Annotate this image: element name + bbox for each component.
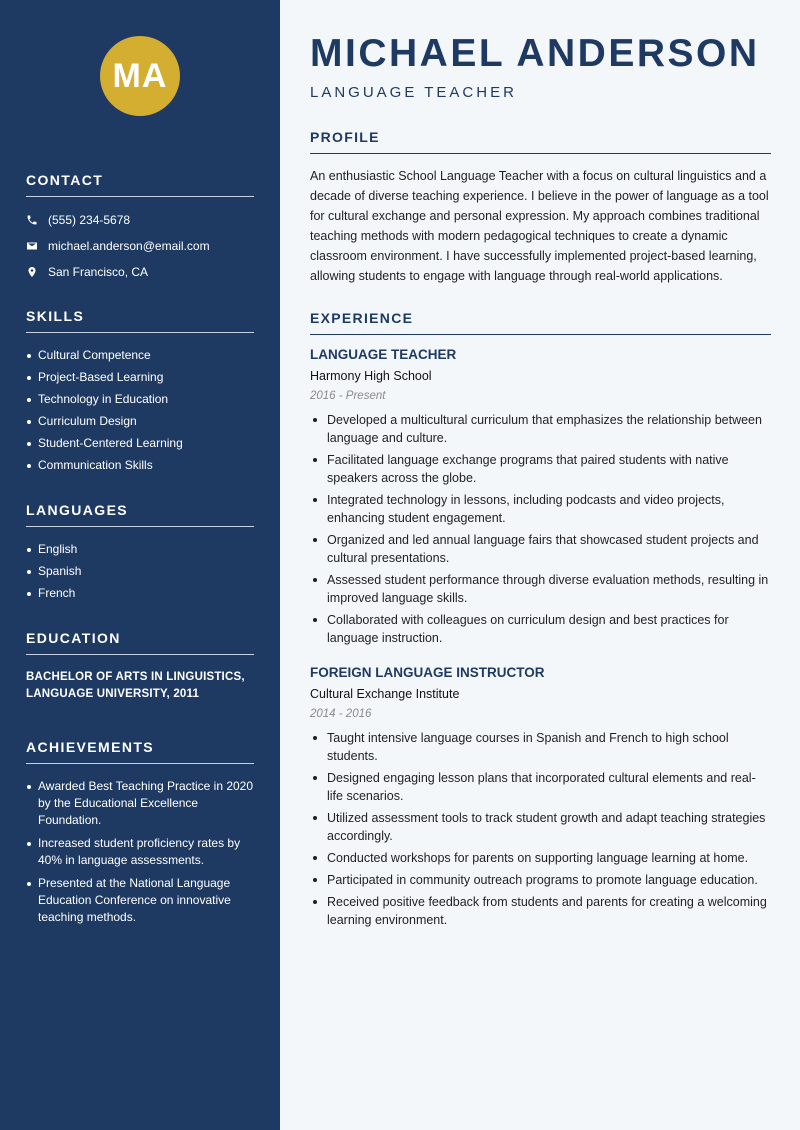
- job-bullet: Participated in community outreach programs to promote language education.: [310, 871, 771, 889]
- languages-heading: LANGUAGES: [26, 502, 254, 527]
- skills-list: [26, 347, 254, 474]
- experience-section: [310, 310, 771, 929]
- phone-icon: [26, 214, 38, 226]
- subtitle: LANGUAGE TEACHER: [310, 84, 517, 101]
- language-item: English: [26, 541, 254, 558]
- education-section: [26, 630, 254, 703]
- job-company: Harmony High School: [310, 369, 432, 383]
- profile-section: [310, 129, 771, 286]
- main-content: [280, 0, 800, 1130]
- achievement-item: Increased student proficiency rates by 40% in language assessments.: [26, 835, 254, 869]
- education-school: LANGUAGE UNIVERSITY, 2011: [26, 688, 200, 700]
- job-bullet: Taught intensive language courses in Spanish and French to high school students.: [310, 729, 771, 765]
- job-role: LANGUAGE TEACHER: [310, 347, 457, 362]
- job-bullets: [310, 411, 771, 647]
- language-item: Spanish: [26, 563, 254, 580]
- job-entry: [310, 665, 771, 929]
- job-bullet: Utilized assessment tools to track student growth and adapt teaching strategies accordingly.: [310, 809, 771, 845]
- avatar: [100, 36, 180, 116]
- education-degree: BACHELOR OF ARTS IN LINGUISTICS,: [26, 671, 245, 683]
- education-heading: EDUCATION: [26, 630, 254, 655]
- contact-phone-text: (555) 234-5678: [48, 212, 131, 227]
- contact-location: [26, 263, 254, 280]
- sidebar: [0, 0, 280, 1130]
- achievements-heading: ACHIEVEMENTS: [26, 739, 254, 764]
- experience-heading: EXPERIENCE: [310, 310, 771, 335]
- contact-section: [26, 172, 254, 280]
- language-item: French: [26, 585, 254, 602]
- job-bullet: Integrated technology in lessons, including podcasts and video projects, enhancing student engagement.: [310, 491, 771, 527]
- job-bullet: Assessed student performance through diverse evaluation methods, resulting in improved language skills.: [310, 571, 771, 607]
- job-company: Cultural Exchange Institute: [310, 687, 460, 701]
- achievement-item: Awarded Best Teaching Practice in 2020 by the Educational Excellence Foundation.: [26, 778, 254, 829]
- profile-heading: PROFILE: [310, 129, 771, 154]
- skill-item: Communication Skills: [26, 457, 254, 474]
- job-role: FOREIGN LANGUAGE INSTRUCTOR: [310, 665, 545, 680]
- page-title: MICHAEL ANDERSON: [310, 32, 760, 75]
- avatar-initials: MA: [112, 56, 168, 95]
- skills-section: [26, 308, 254, 474]
- contact-email[interactable]: [26, 237, 254, 254]
- achievement-item: Presented at the National Language Education Conference on innovative teaching methods.: [26, 875, 254, 926]
- skill-item: Project-Based Learning: [26, 369, 254, 386]
- skill-item: Cultural Competence: [26, 347, 254, 364]
- job-bullet: Designed engaging lesson plans that incorporated cultural elements and real-life scenarios.: [310, 769, 771, 805]
- skill-item: Technology in Education: [26, 391, 254, 408]
- contact-email-text: michael.anderson@email.com: [48, 238, 210, 253]
- languages-list: [26, 541, 254, 602]
- skills-heading: SKILLS: [26, 308, 254, 333]
- job-bullet: Developed a multicultural curriculum that emphasizes the relationship between language and culture.: [310, 411, 771, 447]
- contact-heading: CONTACT: [26, 172, 254, 197]
- achievements-section: [26, 739, 254, 926]
- contact-location-text: San Francisco, CA: [48, 264, 149, 279]
- achievements-list: [26, 778, 254, 926]
- envelope-icon: [26, 240, 38, 252]
- languages-section: [26, 502, 254, 602]
- job-bullet: Collaborated with colleagues on curriculum design and best practices for language instruction.: [310, 611, 771, 647]
- skill-item: Curriculum Design: [26, 413, 254, 430]
- job-bullets: [310, 729, 771, 929]
- job-bullet: Facilitated language exchange programs that paired students with native speakers across the globe.: [310, 451, 771, 487]
- job-entry: [310, 347, 771, 647]
- job-dates: 2014 - 2016: [310, 708, 372, 720]
- profile-text: An enthusiastic School Language Teacher with a focus on cultural linguistics and a decade of diverse teaching experience. I believe in the power of language as a tool for cultural exchange and personal expression. My approach combines traditional teaching methods with modern pedagogical techniques to create a dynamic classroom environment. I have successfully implemented project-based learning, allowing students to engage with language through real-world applications.: [310, 169, 769, 283]
- job-dates: 2016 - Present: [310, 390, 386, 402]
- map-pin-icon: [26, 266, 38, 278]
- job-bullet: Received positive feedback from students and parents for creating a welcoming learning environment.: [310, 893, 771, 929]
- job-bullet: Conducted workshops for parents on supporting language learning at home.: [310, 849, 771, 867]
- contact-phone[interactable]: [26, 211, 254, 228]
- job-bullet: Organized and led annual language fairs that showcased student projects and cultural presentations.: [310, 531, 771, 567]
- skill-item: Student-Centered Learning: [26, 435, 254, 452]
